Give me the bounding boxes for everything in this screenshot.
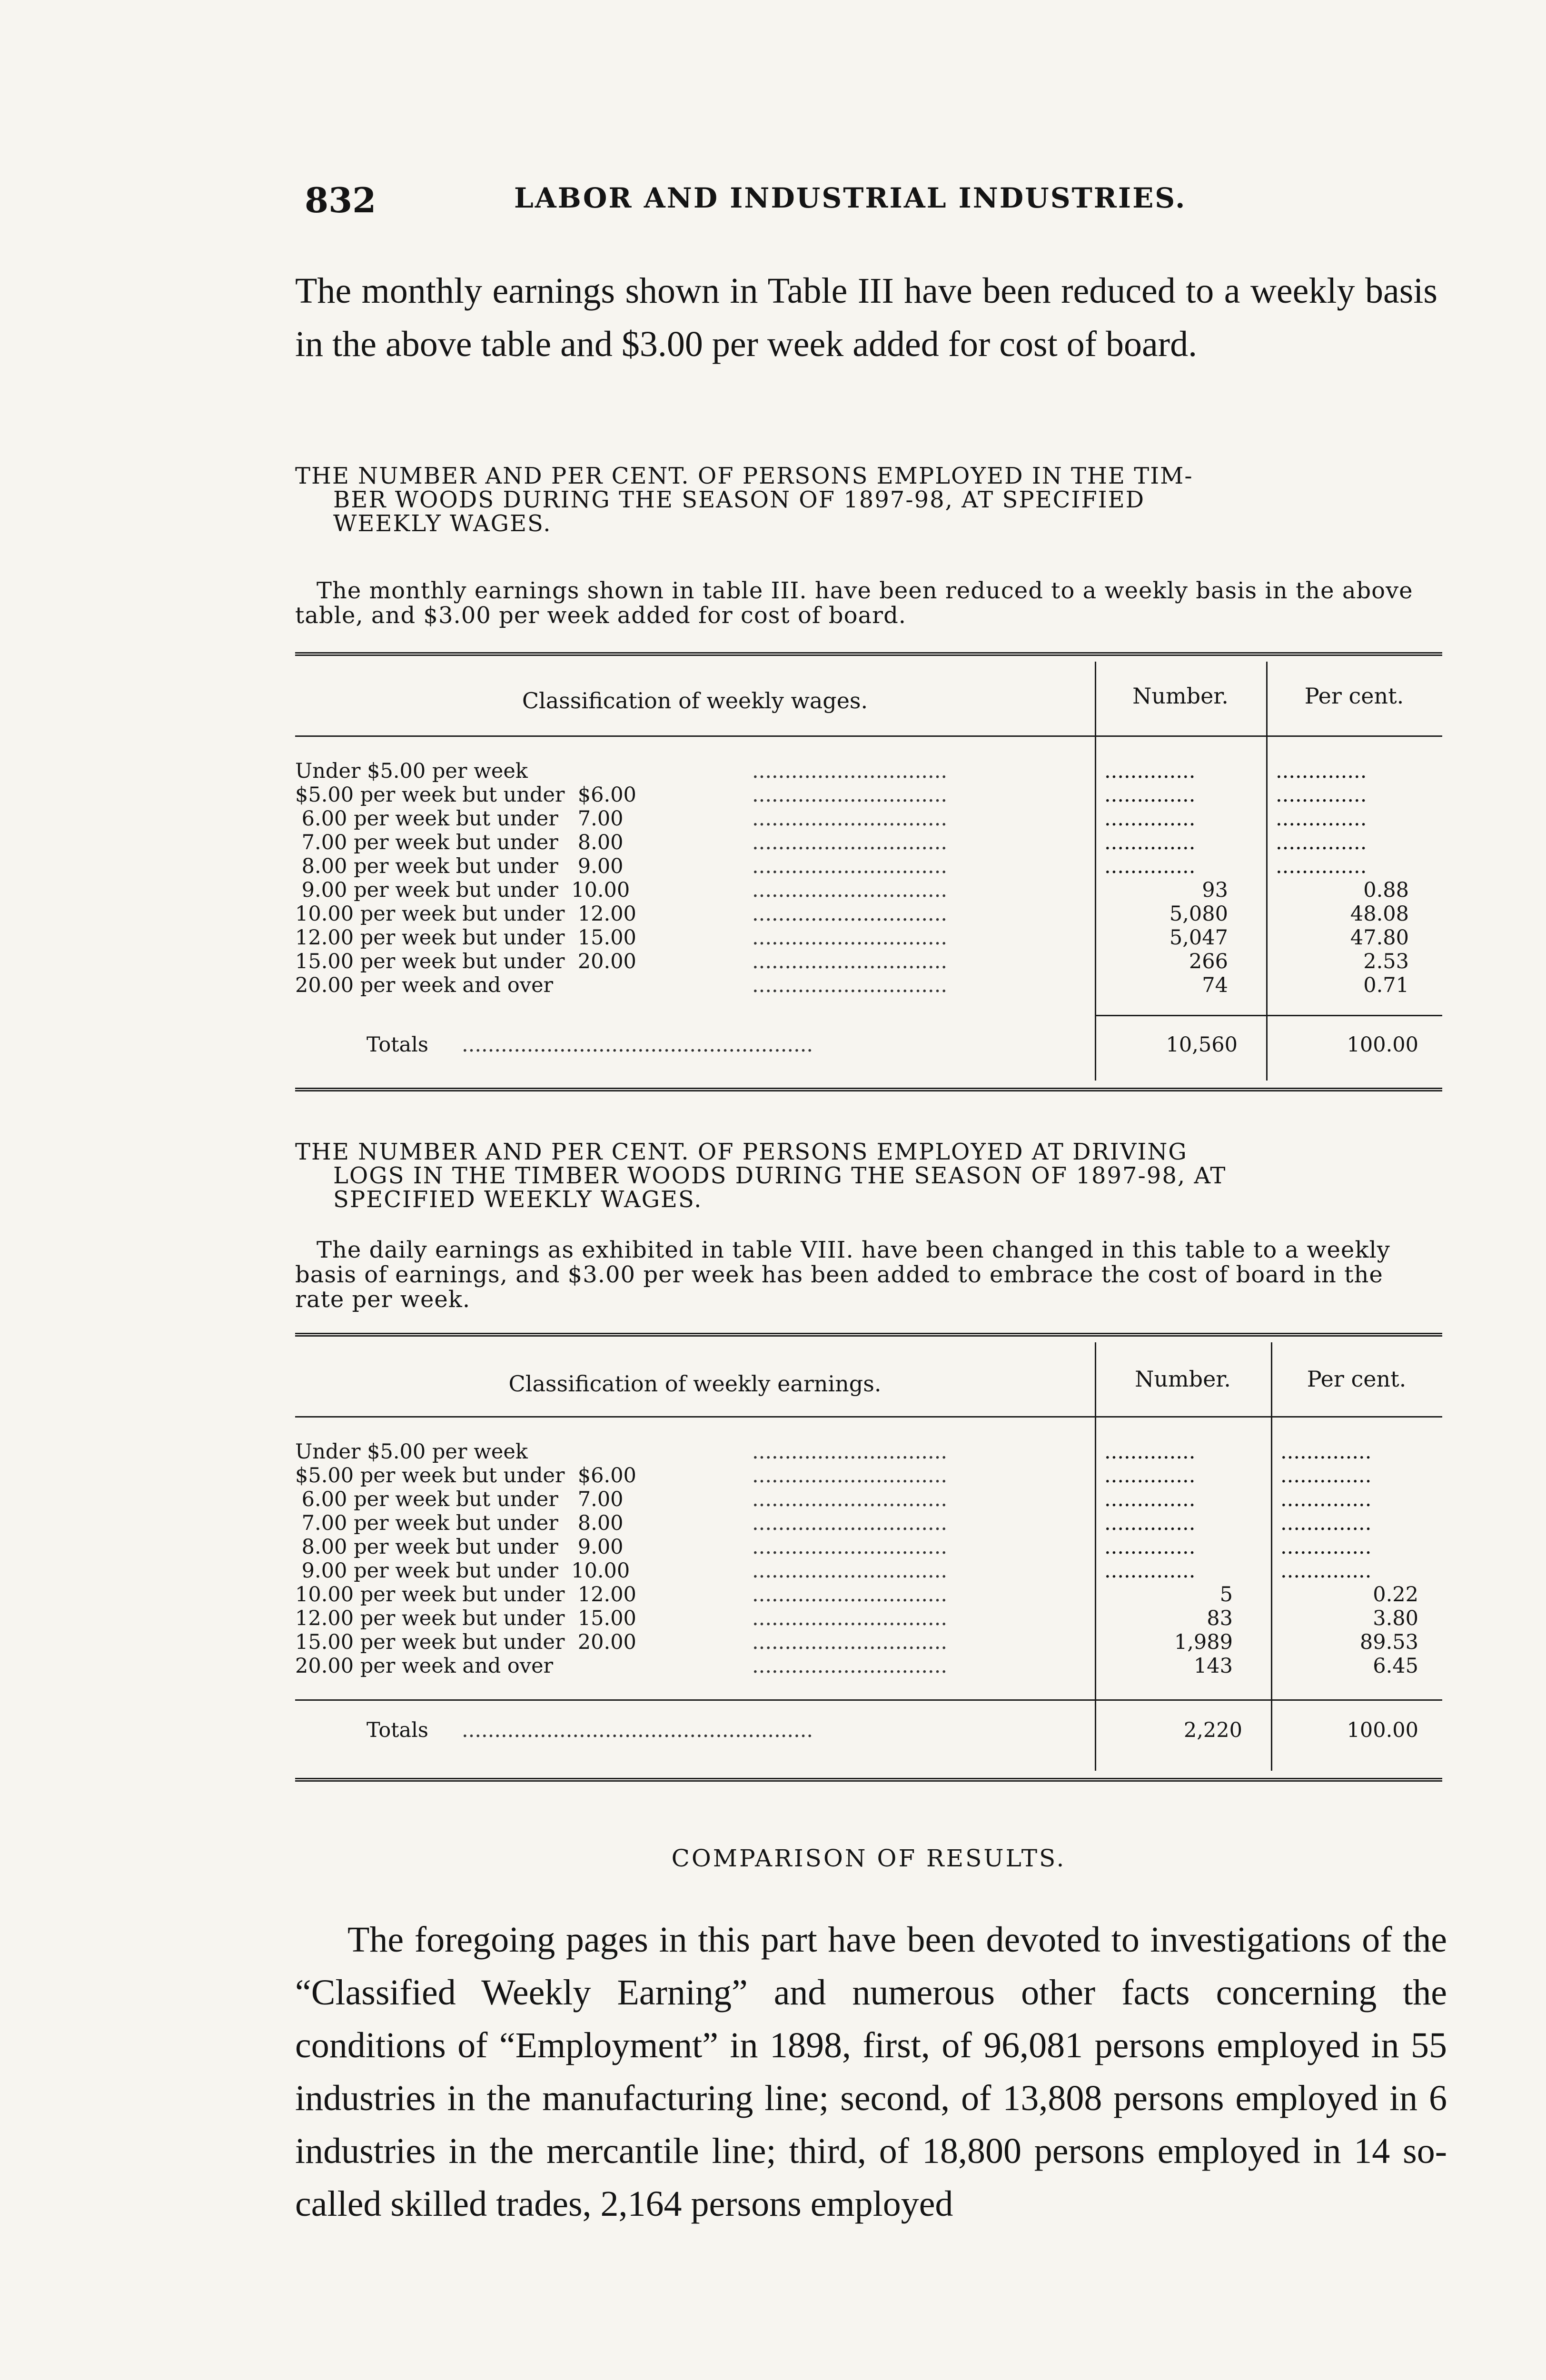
table2-row (295, 1583, 1442, 1606)
table1-row-label: $5.00 per week but under $6.00 (295, 783, 636, 807)
table1-heading (295, 464, 1437, 536)
table2-row-label: 9.00 per week but under 10.00 (295, 1559, 630, 1583)
table2-row-percent: .............. (1280, 1535, 1372, 1559)
table2-row-label: 8.00 per week but under 9.00 (295, 1535, 624, 1559)
table1-row (295, 902, 1442, 926)
table2-row-number: 1,989 (1174, 1630, 1233, 1654)
table1-row-leader: .............................. (752, 807, 948, 831)
table2-row-percent: 0.22 (1373, 1583, 1418, 1606)
table1-row-number: .............. (1104, 831, 1196, 854)
table1-totals-label: Totals (367, 1033, 428, 1057)
table1-row-label: 9.00 per week but under 10.00 (295, 878, 630, 902)
running-title: LABOR AND INDUSTRIAL INDUSTRIES. (514, 182, 1187, 214)
table2-row (295, 1535, 1442, 1559)
table1-row-label: 8.00 per week but under 9.00 (295, 854, 624, 878)
table2-row-label: 15.00 per week but under 20.00 (295, 1630, 636, 1654)
table1-row-percent: 2.53 (1363, 950, 1409, 973)
table1-row-label: 20.00 per week and over (295, 973, 554, 997)
table1-row (295, 831, 1442, 854)
table1-row-percent: .............. (1276, 759, 1367, 783)
table1-row-percent: .............. (1276, 854, 1367, 878)
table2-totals-percent: 100.00 (1347, 1718, 1418, 1742)
table2-row-percent: 6.45 (1373, 1654, 1418, 1678)
table2-row-label: 10.00 per week but under 12.00 (295, 1583, 636, 1606)
table1-heading-line2: BER WOODS DURING THE SEASON OF 1897-98, AT SPECIFIED (333, 486, 1145, 513)
table1-row-number: 74 (1202, 973, 1228, 997)
table1-row-leader: .............................. (752, 759, 948, 783)
table2-row (295, 1559, 1442, 1583)
table1-row-leader: .............................. (752, 831, 948, 854)
table1-totals-percent: 100.00 (1347, 1033, 1418, 1057)
table2-totals-number: 2,220 (1183, 1718, 1242, 1742)
table1-totals-row: Totals ...................................................... 10,560 100.00 (367, 1033, 1418, 1057)
table2-row-percent: .............. (1280, 1511, 1372, 1535)
table1-row-number: .............. (1104, 783, 1196, 807)
table2-totals-label: Totals (367, 1718, 428, 1742)
table1-row-number: .............. (1104, 854, 1196, 878)
table2-row-percent: 3.80 (1373, 1606, 1418, 1630)
table2-col-classification: Classification of weekly earnings. (508, 1371, 882, 1397)
table2-row (295, 1440, 1442, 1464)
table1-row-label: 12.00 per week but under 15.00 (295, 926, 636, 950)
table2-row-number: 5 (1219, 1583, 1233, 1606)
table1-row-leader: .............................. (752, 783, 948, 807)
table1-col-percent: Per cent. (1304, 683, 1404, 709)
table1-row-percent: 0.88 (1363, 878, 1409, 902)
table1-heading-line3: WEEKLY WAGES. (333, 510, 552, 537)
table2-row-leader: .............................. (752, 1654, 948, 1678)
table1-col-number: Number. (1132, 683, 1229, 709)
table2-row-leader: .............................. (752, 1464, 948, 1488)
comparison-title: COMPARISON OF RESULTS. (671, 1844, 1066, 1872)
table2-row-label: 12.00 per week but under 15.00 (295, 1606, 636, 1630)
table1-row (295, 926, 1442, 950)
table1-row-percent: .............. (1276, 831, 1367, 854)
table1-heading-line1: THE NUMBER AND PER CENT. OF PERSONS EMPLOYED IN THE TIM- (295, 463, 1193, 489)
table2-row-number: .............. (1104, 1535, 1196, 1559)
table1-row-number: 266 (1189, 950, 1228, 973)
table2-row-leader: .............................. (752, 1559, 948, 1583)
table1-row-number: 93 (1202, 878, 1228, 902)
table2-row-leader: .............................. (752, 1488, 948, 1511)
table1-row-number: .............. (1104, 759, 1196, 783)
body-paragraph: The foregoing pages in this part have been devoted to investigations of the “Classified Weekly Earning” and numerous other facts concerning the conditions of “Employment” in 1898, first, of 96,081 persons employed in 55 industries in the manufacturing line; second, of 13,808 persons employed in 6 industries in the mercantile line; third, of 18,800 persons employed in 14 so-called skilled trades, 2,164 persons employed (295, 1920, 1447, 2224)
table2-row-number: .............. (1104, 1559, 1196, 1583)
table2-row-label: 7.00 per week but under 8.00 (295, 1511, 624, 1535)
table1-row-leader: .............................. (752, 854, 948, 878)
table2-row-leader: .............................. (752, 1583, 948, 1606)
table2-row-leader: .............................. (752, 1606, 948, 1630)
table2 (295, 1333, 1442, 1799)
table2-row-label: 20.00 per week and over (295, 1654, 554, 1678)
table1-row-number: 5,047 (1169, 926, 1228, 950)
table2-row (295, 1654, 1442, 1678)
table1-row-number: 5,080 (1169, 902, 1228, 926)
table1-row-label: 6.00 per week but under 7.00 (295, 807, 624, 831)
table2-col-number: Number. (1135, 1366, 1231, 1392)
table2-row-percent: .............. (1280, 1464, 1372, 1488)
table1-row-percent: 47.80 (1350, 926, 1409, 950)
table2-row-leader: .............................. (752, 1440, 948, 1464)
table1-row-leader: .............................. (752, 926, 948, 950)
table2-row-percent: .............. (1280, 1559, 1372, 1583)
table2-heading (295, 1140, 1437, 1211)
table1-note: The monthly earnings shown in table III. have been reduced to a weekly basis in the above table, and $3.00 per week added for cost of board. (295, 577, 1413, 629)
table1-totals-number: 10,560 (1166, 1033, 1238, 1057)
table2-row-percent: .............. (1280, 1488, 1372, 1511)
table1-row-leader: .............................. (752, 878, 948, 902)
table2-row (295, 1511, 1442, 1535)
table1-col-classification: Classification of weekly wages. (522, 688, 868, 714)
table2-row-percent: .............. (1280, 1440, 1372, 1464)
table1-row (295, 973, 1442, 997)
table2-row-label: 6.00 per week but under 7.00 (295, 1488, 624, 1511)
table1-row-number: .............. (1104, 807, 1196, 831)
table1-row (295, 759, 1442, 783)
table1-row-percent: .............. (1276, 807, 1367, 831)
table1-row-percent: .............. (1276, 783, 1367, 807)
table1-row-percent: 48.08 (1350, 902, 1409, 926)
table2-heading-line1: THE NUMBER AND PER CENT. OF PERSONS EMPLOYED AT DRIVING (295, 1139, 1188, 1165)
table2-row (295, 1606, 1442, 1630)
table1 (295, 652, 1442, 1109)
table2-row-leader: .............................. (752, 1535, 948, 1559)
table1-row-percent: 0.71 (1363, 973, 1409, 997)
table1-row-label: 10.00 per week but under 12.00 (295, 902, 636, 926)
table2-row (295, 1464, 1442, 1488)
table1-row-label: 15.00 per week but under 20.00 (295, 950, 636, 973)
table2-heading-line3: SPECIFIED WEEKLY WAGES. (333, 1186, 703, 1213)
table2-col-percent: Per cent. (1307, 1366, 1407, 1392)
table1-row (295, 807, 1442, 831)
table2-row-number: 83 (1207, 1606, 1233, 1630)
intro-paragraph: The monthly earnings shown in Table III have been reduced to a weekly basis in the above table and $3.00 per week added for cost of board. (295, 271, 1437, 364)
table2-row (295, 1630, 1442, 1654)
table2-row-label: $5.00 per week but under $6.00 (295, 1464, 636, 1488)
table2-row-leader: .............................. (752, 1630, 948, 1654)
table1-row-label: Under $5.00 per week (295, 759, 528, 783)
page-header (305, 176, 1447, 228)
table1-row-leader: .............................. (752, 950, 948, 973)
table2-row-label: Under $5.00 per week (295, 1440, 528, 1464)
table2-totals-row: Totals ...................................................... 2,220 100.00 (367, 1718, 1418, 1742)
page-number: 832 (305, 180, 377, 220)
table1-row (295, 854, 1442, 878)
table2-row (295, 1488, 1442, 1511)
table2-note: The daily earnings as exhibited in table VIII. have been changed in this table to a weekly basis of earnings, and $3.00 per week has been added to embrace the cost of board in the rate per week. (295, 1237, 1390, 1313)
table2-row-number: .............. (1104, 1488, 1196, 1511)
table1-row (295, 878, 1442, 902)
table1-row-label: 7.00 per week but under 8.00 (295, 831, 624, 854)
table1-row-leader: .............................. (752, 902, 948, 926)
table1-row-leader: .............................. (752, 973, 948, 997)
table1-row (295, 950, 1442, 973)
table1-row (295, 783, 1442, 807)
table2-heading-line2: LOGS IN THE TIMBER WOODS DURING THE SEASON OF 1897-98, AT (333, 1162, 1227, 1189)
table2-row-number: .............. (1104, 1440, 1196, 1464)
table2-row-number: .............. (1104, 1511, 1196, 1535)
table2-row-percent: 89.53 (1359, 1630, 1418, 1654)
table2-row-leader: .............................. (752, 1511, 948, 1535)
table2-row-number: .............. (1104, 1464, 1196, 1488)
table2-row-number: 143 (1193, 1654, 1233, 1678)
